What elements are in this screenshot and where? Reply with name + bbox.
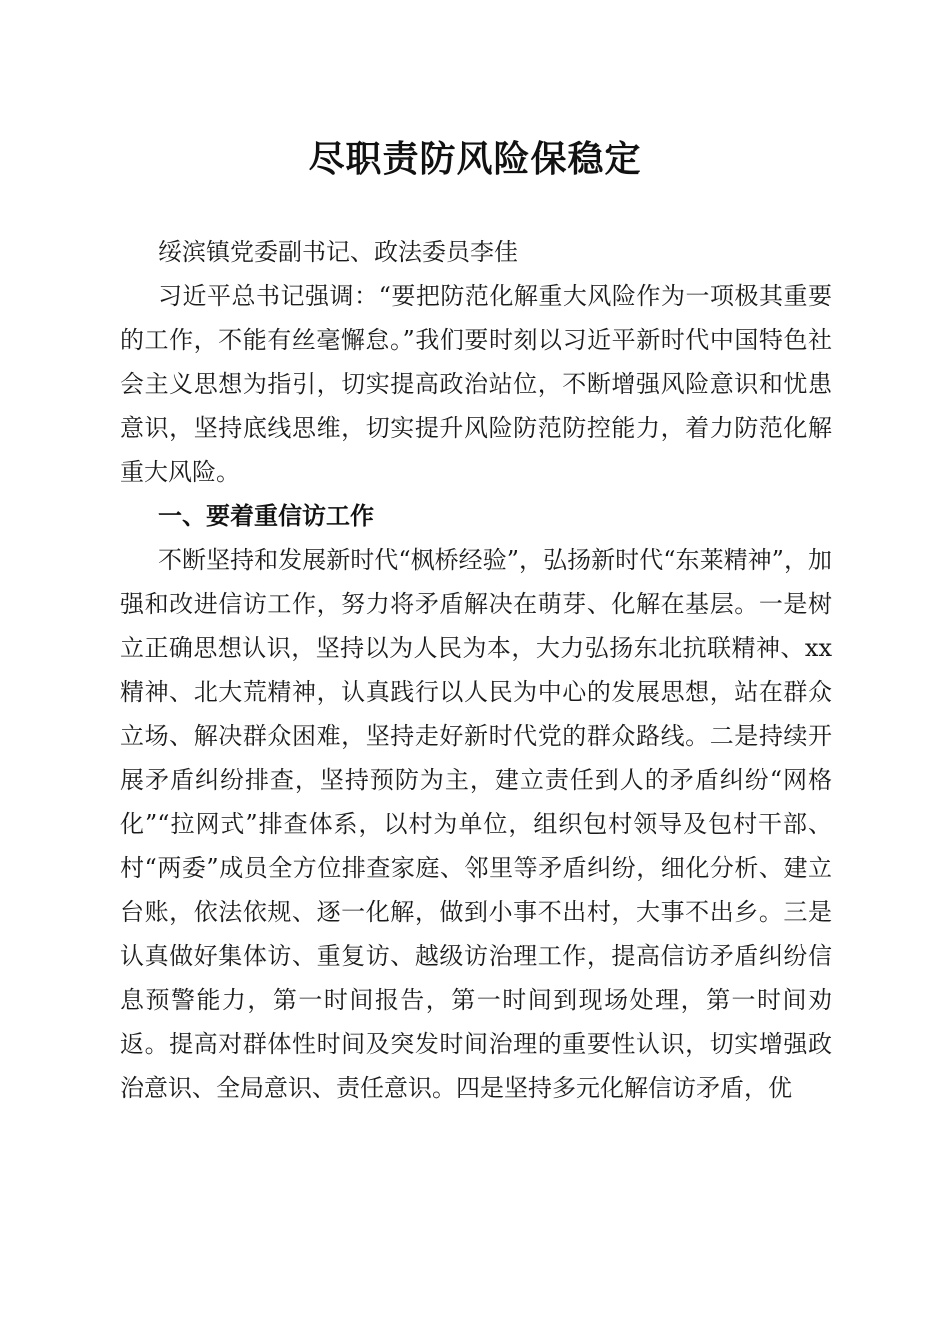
intro-paragraph: 习近平总书记强调：“要把防范化解重大风险作为一项极其重要的工作，不能有丝毫懈怠。”我们要时刻以习近平新时代中国特色社会主义思想为指引，切实提高政治站位，不断增强风险意识和忧患意识，坚持底线思维，切实提升风险防范防控能力，着力防范化解重大风险。 [120,282,832,486]
author-line: 绥滨镇党委副书记、政法委员李佳 [158,238,518,266]
document-title: 尽职责防风险保稳定 [308,138,642,180]
section-paragraph-1: 不断坚持和发展新时代“枫桥经验”，弘扬新时代“东莱精神”，加强和改进信访工作，努力将矛盾解决在萌芽、化解在基层。一是树立正确思想认识，坚持以为人民为本，大力弘扬东北抗联精神、xx精神、北大荒精神，认真践行以人民为中心的发展思想，站在群众立场、解决群众困难，坚持走好新时代党的群众路线。二是持续开展矛盾纠纷排查，坚持预防为主，建立责任到人的矛盾纠纷“网格化”“拉网式”排查体系，以村为单位，组织包村领导及包村干部、村“两委”成员全方位排查家庭、邻里等矛盾纠纷，细化分析、建立台账，依法依规、逐一化解，做到小事不出村，大事不出乡。三是认真做好集体访、重复访、越级访治理工作，提高信访矛盾纠纷信息预警能力，第一时间报告，第一时间到现场处理，第一时间劝返。提高对群体性时间及突发时间治理的重要性认识，切实增强政治意识、全局意识、责任意识。四是坚持多元化解信访矛盾，优 [120,546,832,1102]
section-heading-1: 一、要着重信访工作 [158,502,374,530]
document-body [120,230,832,1110]
